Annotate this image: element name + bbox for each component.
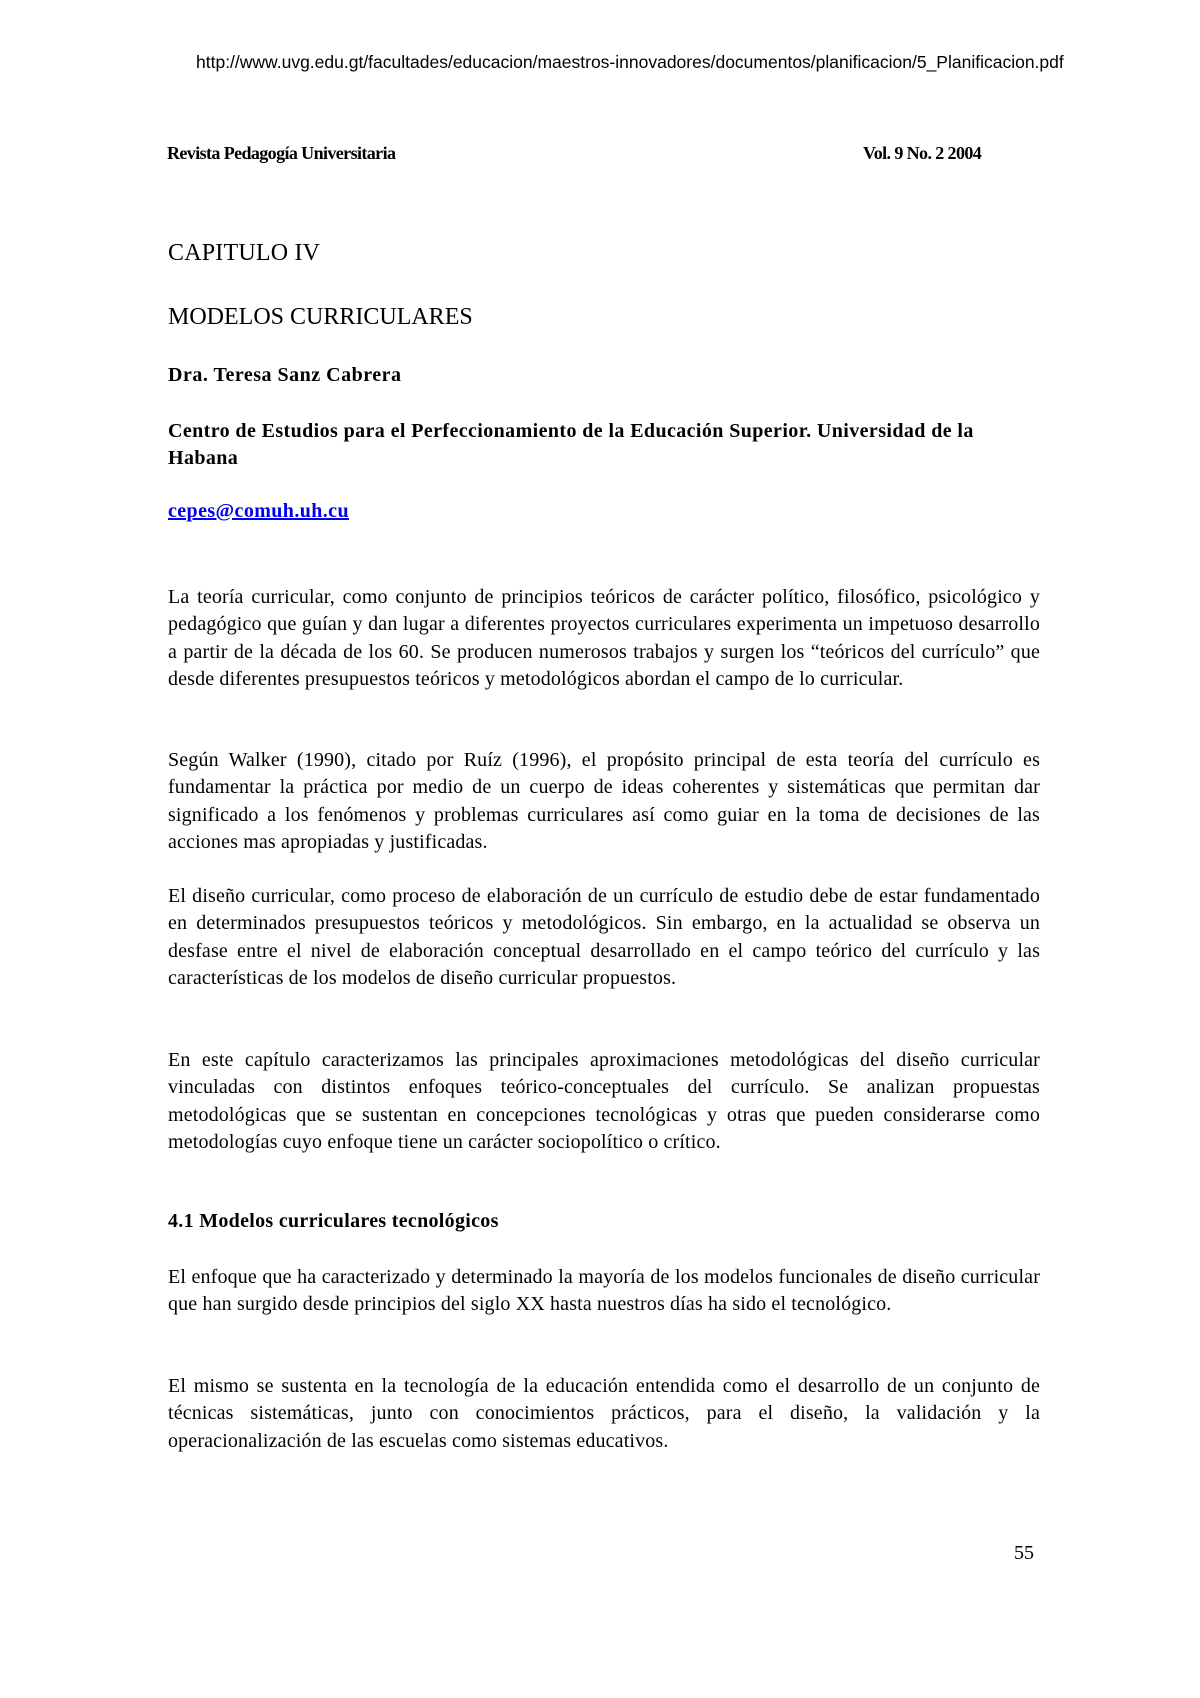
journal-name: Revista Pedagogía Universitaria xyxy=(167,143,396,163)
paragraph-2: Según Walker (1990), citado por Ruíz (1996), el propósito principal de esta teoría del currículo es fundamentar la práctica por medio de un cuerpo de ideas coherentes y sistemáticas que permitan dar significado a los fenómenos y problemas curriculares así como guiar en la toma de decisiones de las acciones mas apropiadas y justificadas. xyxy=(168,749,1040,853)
running-header xyxy=(167,143,1007,167)
section-heading: 4.1 Modelos curriculares tecnológicos xyxy=(168,1210,499,1232)
journal-volume: Vol. 9 No. 2 2004 xyxy=(863,143,982,163)
author-name: Dra. Teresa Sanz Cabrera xyxy=(168,364,402,386)
paragraph-3: El diseño curricular, como proceso de elaboración de un currículo de estudio debe de estar fundamentado en determinados presupuestos teóricos y metodológicos. Sin embargo, en la actualidad se observa un desfase entre el nivel de elaboración conceptual desarrollado en el campo teórico del currículo y las características de los modelos de diseño curricular propuestos. xyxy=(168,885,1040,989)
author-email-link[interactable]: cepes@comuh.uh.cu xyxy=(168,500,349,522)
section-paragraph-1: El enfoque que ha caracterizado y determinado la mayoría de los modelos funcionales de diseño curricular que han surgido desde principios del siglo XX hasta nuestros días ha sido el tecnológico. xyxy=(168,1266,1040,1316)
section-paragraph-2: El mismo se sustenta en la tecnología de la educación entendida como el desarrollo de un conjunto de técnicas sistemáticas, junto con conocimientos prácticos, para el diseño, la validación y la operacionalización de las escuelas como sistemas educativos. xyxy=(168,1375,1040,1452)
author-affiliation: Centro de Estudios para el Perfeccionamiento de la Educación Superior. Universidad de la Habana xyxy=(168,420,974,469)
paragraph-4: En este capítulo caracterizamos las principales aproximaciones metodológicas del diseño curricular vinculadas con distintos enfoques teórico-conceptuales del currículo. Se analizan propuestas metodológicas que se sustentan en concepciones tecnológicas y otras que pueden considerarse como metodologías cuyo enfoque tiene un carácter sociopolítico o crítico. xyxy=(168,1049,1040,1153)
source-url[interactable]: http://www.uvg.edu.gt/facultades/educacion/maestros-innovadores/documentos/planificacion/5_Planificacion.pdf xyxy=(196,52,1064,72)
page-number: 55 xyxy=(1014,1542,1034,1564)
chapter-subtitle: MODELOS CURRICULARES xyxy=(168,304,473,330)
paragraph-1: La teoría curricular, como conjunto de principios teóricos de carácter político, filosófico, psicológico y pedagógico que guían y dan lugar a diferentes proyectos curriculares experimenta un impetuoso desarrollo a partir de la década de los 60. Se producen numerosos trabajos y surgen los “teóricos del currículo” que desde diferentes presupuestos teóricos y metodológicos abordan el campo de lo curricular. xyxy=(168,586,1040,690)
chapter-title: CAPITULO IV xyxy=(168,240,321,266)
